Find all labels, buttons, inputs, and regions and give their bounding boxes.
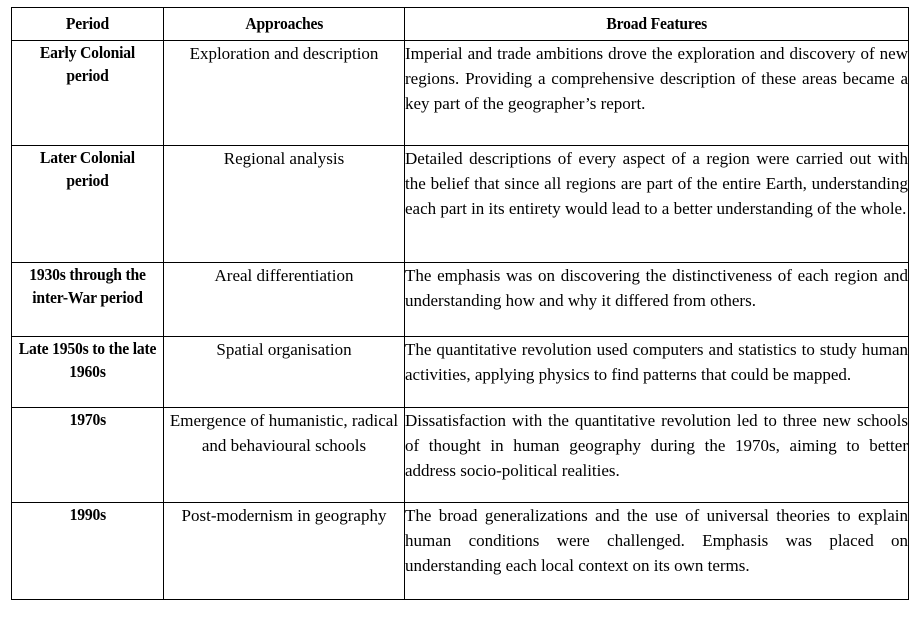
cell-features-text: Imperial and trade ambitions drove the exploration and discovery of new regions. Providing a comprehensive description of these areas became a key part of the geographer’s report. [405,44,908,113]
cell-approach-text: Spatial organisation [216,340,352,359]
table-body [12,41,909,600]
cell-features [405,41,909,146]
cell-period-text: 1970s [69,410,106,429]
cell-period-text: 1990s [69,505,106,524]
cell-features-text: The quantitative revolution used computers and statistics to study human activities, applying physics to find patterns that could be mapped. [405,340,908,384]
cell-features-text: Dissatisfaction with the quantitative revolution led to three new schools of thought in human geography during the 1970s, aiming to better address socio-political realities. [405,411,908,480]
cell-approach [164,408,405,503]
table-row [12,408,909,503]
cell-period-text: Early Colonial period [39,43,136,85]
geography-approaches-table [11,7,909,600]
cell-period [12,337,164,408]
table-header [12,8,909,41]
cell-approach [164,263,405,337]
cell-period-text: Late 1950s to the late 1960s [18,339,157,381]
cell-approach-text: Exploration and description [189,44,379,63]
cell-features [405,146,909,263]
cell-period-text: Later Colonial period [40,148,135,190]
table-row [12,146,909,263]
table-row [12,263,909,337]
cell-period [12,41,164,146]
column-header-period-label: Period [65,14,110,33]
column-header-period [12,8,164,41]
cell-features-text: The emphasis was on discovering the distinctiveness of each region and understanding how and why it differed from others. [405,266,908,310]
cell-period [12,146,164,263]
cell-features [405,408,909,503]
cell-features [405,337,909,408]
column-header-approaches [164,8,405,41]
cell-approach-text: Areal differentiation [214,266,354,285]
cell-features-text: Detailed descriptions of every aspect of a region were carried out with the belief that since all regions are part of the entire Earth, understanding each part in its entirety would lead to a better understanding of the whole. [405,149,908,218]
table-header-row [12,8,909,41]
cell-features-text: The broad generalizations and the use of universal theories to explain human conditions were challenged. Emphasis was placed on understanding each local context on its own terms. [405,506,908,575]
table-row [12,41,909,146]
column-header-broad-features-label: Broad Features [606,14,707,33]
column-header-approaches-label: Approaches [245,14,323,33]
table-row [12,503,909,600]
cell-approach [164,337,405,408]
cell-features [405,263,909,337]
cell-approach-text: Regional analysis [223,149,345,168]
cell-approach [164,41,405,146]
cell-approach-text: Post-modernism in geography [181,506,387,525]
table-row [12,337,909,408]
cell-period [12,263,164,337]
cell-approach [164,146,405,263]
cell-period-text: 1930s through the inter-War period [29,265,146,307]
cell-features [405,503,909,600]
cell-approach [164,503,405,600]
column-header-broad-features [405,8,909,41]
cell-period [12,408,164,503]
cell-approach-text: Emergence of humanistic, radical and behavioural schools [169,411,399,455]
cell-period [12,503,164,600]
